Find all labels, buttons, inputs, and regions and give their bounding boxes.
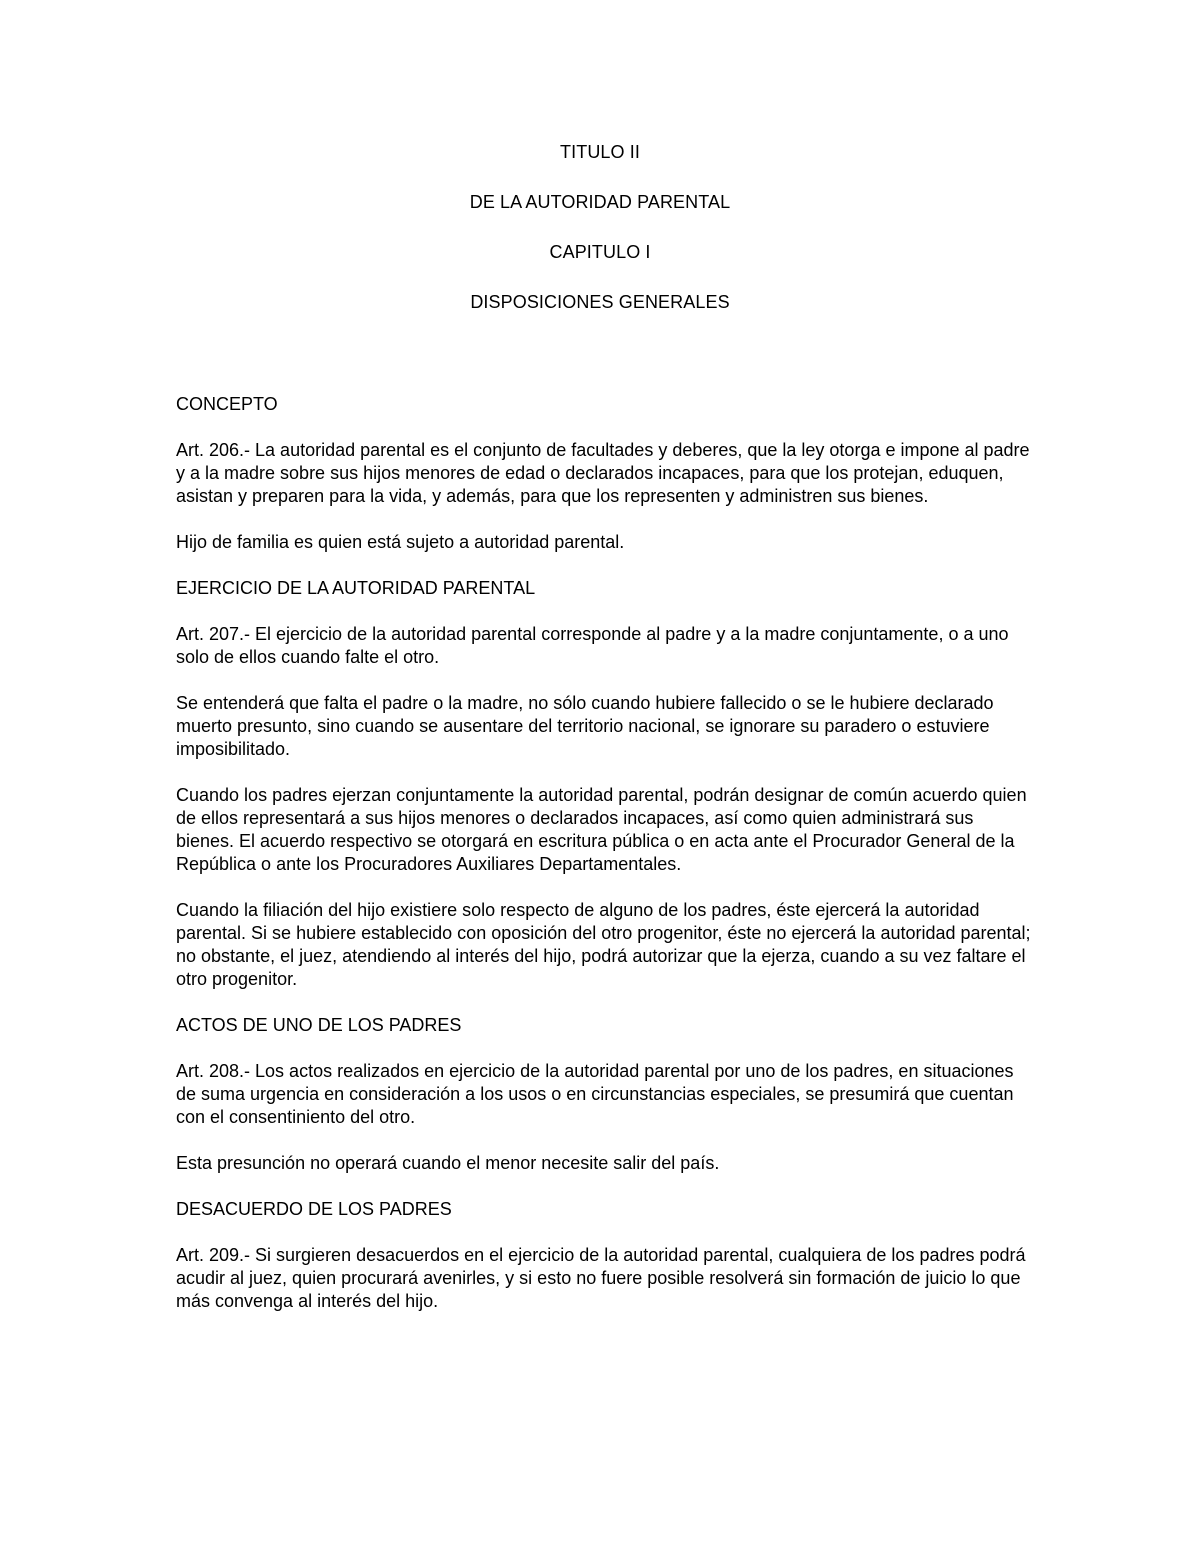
document-body (176, 393, 1036, 1336)
article-208-paragraph: Art. 208.- Los actos realizados en ejercicio de la autoridad parental por uno de los padres, en situaciones de suma urgencia en consideración a los usos o en circunstancias especiales, se presumirá que cuentan con el consentiniento del otro. (176, 1061, 1014, 1127)
section-title-actos: ACTOS DE UNO DE LOS PADRES (176, 1015, 462, 1035)
filiacion-paragraph: Cuando la filiación del hijo existiere solo respecto de alguno de los padres, éste ejercerá la autoridad parental. Si se hubiere establecido con oposición del otro progenitor, éste no ejercerá la autoridad parental; no obstante, el juez, atendiendo al interés del hijo, podrá autorizar que la ejerza, cuando a su vez faltare el otro progenitor. (176, 900, 1031, 989)
document-heading (0, 140, 1200, 340)
chapter-heading: CAPITULO I (549, 242, 651, 262)
falta-padre-paragraph: Se entenderá que falta el padre o la madre, no sólo cuando hubiere fallecido o se le hubiere declarado muerto presunto, sino cuando se ausentare del territorio nacional, se ignorare su paradero o estuviere imposibilitado. (176, 693, 994, 759)
hijo-de-familia-paragraph: Hijo de familia es quien está sujeto a autoridad parental. (176, 532, 625, 552)
article-207-paragraph: Art. 207.- El ejercicio de la autoridad parental corresponde al padre y a la madre conjuntamente, o a uno solo de ellos cuando falte el otro. (176, 624, 1009, 667)
presuncion-paragraph: Esta presunción no operará cuando el menor necesite salir del país. (176, 1153, 720, 1173)
ejercicio-conjunto-paragraph: Cuando los padres ejerzan conjuntamente la autoridad parental, podrán designar de común acuerdo quien de ellos representará a sus hijos menores o declarados incapaces, así como quien administrará sus bienes. El acuerdo respectivo se otorgará en escritura pública o en acta ante el Procurador General de la República o ante los Procuradores Auxiliares Departamentales. (176, 785, 1027, 874)
section-title-ejercicio: EJERCICIO DE LA AUTORIDAD PARENTAL (176, 578, 536, 598)
chapter-title-heading: DISPOSICIONES GENERALES (470, 292, 730, 312)
article-209-paragraph: Art. 209.- Si surgieren desacuerdos en el ejercicio de la autoridad parental, cualquiera de los padres podrá acudir al juez, quien procurará avenirles, y si esto no fuere posible resolverá sin formación de juicio lo que más convenga al interés del hijo. (176, 1245, 1026, 1311)
section-title-concepto: CONCEPTO (176, 394, 278, 414)
title-heading: TITULO II (560, 142, 640, 162)
article-206-paragraph: Art. 206.- La autoridad parental es el conjunto de facultades y deberes, que la ley otorga e impone al padre y a la madre sobre sus hijos menores de edad o declarados incapaces, para que los protejan, eduquen, asistan y preparen para la vida, y además, para que los representen y administren sus bienes. (176, 440, 1030, 506)
subtitle-heading: DE LA AUTORIDAD PARENTAL (469, 192, 731, 212)
section-title-desacuerdo: DESACUERDO DE LOS PADRES (176, 1199, 452, 1219)
